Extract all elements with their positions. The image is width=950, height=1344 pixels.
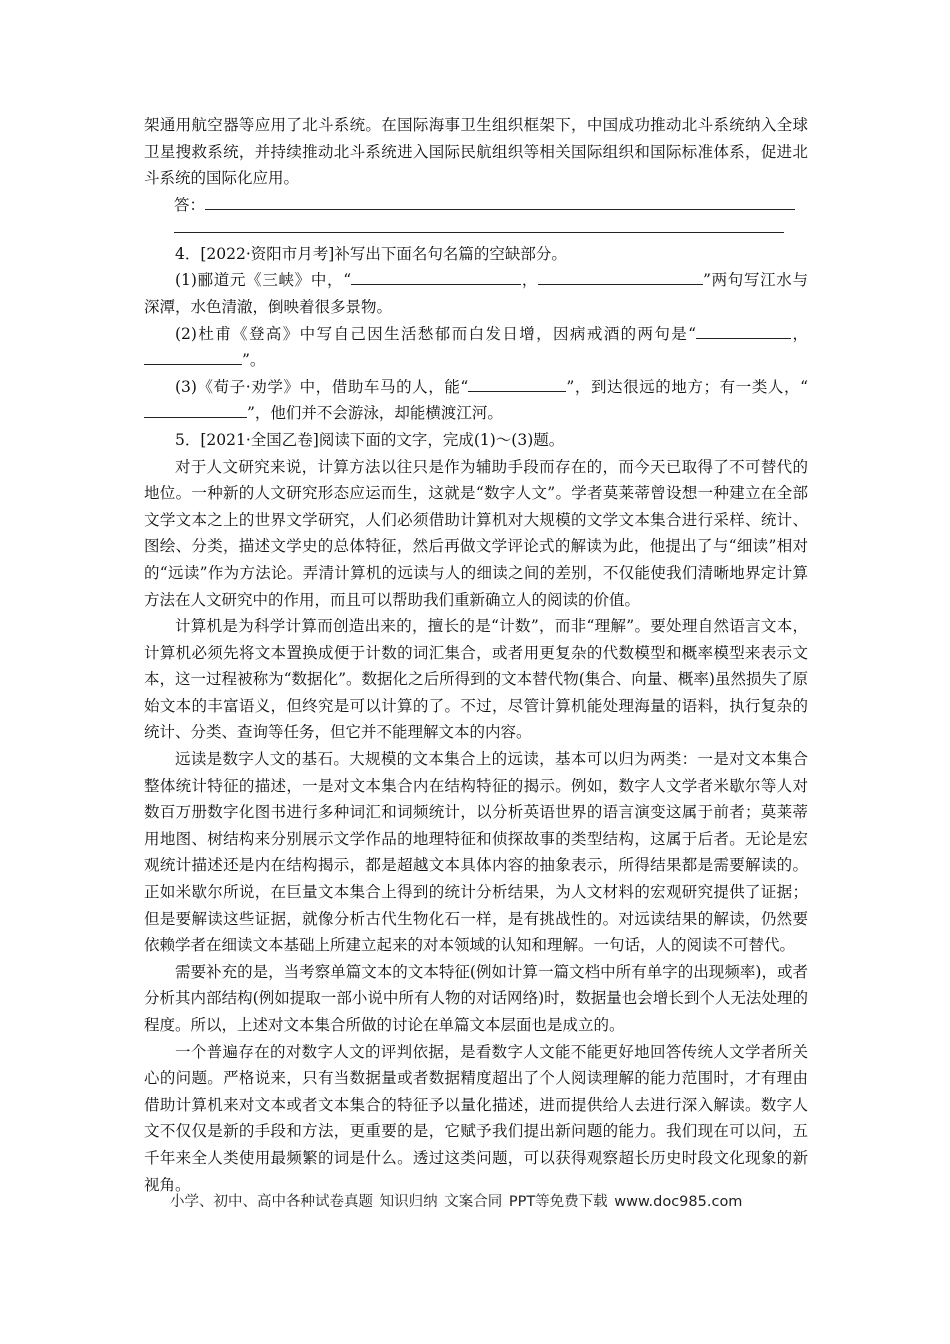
question-4-item-2: (2)杜甫《登高》中写自己因生活愁郁而白发日增，因病戒酒的两句是“ ，”。 [144, 321, 808, 374]
question-4-stem: 4．[2022·资阳市月考]补写出下面名句名篇的空缺部分。 [175, 244, 567, 263]
passage-paragraph-2: 计算机是为科学计算而创造出来的，擅长的是“计数”，而非“理解”。要处理自然语言文本，计算机必须先将文本置换成便于计数的词汇集合，或者用更复杂的代数模型和概率模型来表示文本，这一过程被称为“数据化”。数据化之后所得到的文本替代物(集合、向量、概率)虽然损失了原始文本的丰富语义，但终究是可以计算的了。不过，尽管计算机能处理海量的语料，执行复杂的统计、分类、查询等任务，但它并不能理解文本的内容。 [144, 617, 808, 742]
blank-5[interactable] [468, 376, 566, 392]
blank-3[interactable] [696, 323, 791, 339]
question-5-stem: 5．[2021·全国乙卷]阅读下面的文字，完成(1)～(3)题。 [175, 430, 565, 449]
content-area [144, 112, 808, 1198]
footer-advertisement: 小学、初中、高中各种试卷真题 知识归纳 文案合同 PPT等免费下载 www.doc985.com [170, 1194, 743, 1210]
answer-row [174, 192, 808, 218]
question-4-item-3: (3)《荀子·劝学》中，借助车马的人，能“ ”，到达很远的地方；有一类人，“”，他们并不会游泳，却能横渡江河。 [144, 374, 808, 427]
passage-paragraph-3: 远读是数字人文的基石。大规模的文本集合上的远读，基本可以归为两类：一是对文本集合整体统计特征的描述，一是对文本集合内在结构特征的揭示。例如，数字人文学者米歇尔等人对数百万册数字化图书进行多种词汇和词频统计，以分析英语世界的语言演变这属于前者；莫莱蒂用地图、树结构来分别展示文学作品的地理特征和侦探故事的类型结构，这属于后者。无论是宏观统计描述还是内在结构揭示，都是超越文本具体内容的抽象表示，所得结果都是需要解读的。正如米歇尔所说，在巨量文本集合上得到的统计分析结果，为人文材料的宏观研究提供了证据；但是要解读这些证据，就像分析古代生物化石一样，是有挑战性的。对远读结果的解读，仍然要依赖学者在细读文本基础上所建立起来的对本领域的认知和理解。一句话，人的阅读不可替代。 [144, 750, 808, 955]
passage-paragraph-5: 一个普遍存在的对数字人文的评判依据，是看数字人文能不能更好地回答传统人文学者所关心的问题。严格说来，只有当数据量或者数据精度超出了个人阅读理解的能力范围时，才有理由借助计算机来对文本或者文本集合的特征予以量化描述，进而提供给人去进行深入解读。数字人文不仅仅是新的手段和方法，更重要的是，它赋予我们提出新问题的能力。我们现在可以问，五千年来全人类使用最频繁的词是什么。透过这类问题，可以获得观察超长历史时段文化现象的新视角。 [144, 1042, 808, 1194]
answer-line-2[interactable] [174, 218, 784, 233]
blank-6[interactable] [144, 402, 247, 418]
answer-line-1[interactable] [205, 193, 795, 210]
answer-label: 答： [174, 195, 206, 214]
blank-2[interactable] [538, 269, 703, 285]
passage-paragraph-1: 对于人文研究来说，计算方法以往只是作为辅助手段而存在的，而今天已取得了不可替代的地位。一种新的人文研究形态应运而生，这就是“数字人文”。学者莫莱蒂曾设想一种建立在全部文学文本之上的世界文学研究，人们必须借助计算机对大规模的文学文本集合进行采样、统计、图绘、分类，描述文学史的总体特征，然后再做文学评论式的解读为此，他提出了与“细读”相对的“远读”作为方法论。弄清计算机的远读与人的细读之间的差别，不仅能使我们清晰地界定计算方法在人文研究中的作用，而且可以帮助我们重新确立人的阅读的价值。 [144, 457, 808, 609]
blank-1[interactable] [351, 269, 521, 285]
blank-4[interactable] [144, 349, 242, 365]
question-4-item-1: (1)郦道元《三峡》中，“ ， ”两句写江水与深潭，水色清澈，倒映着很多景物。 [144, 271, 808, 316]
passage-paragraph-4: 需要补充的是，当考察单篇文本的文本特征(例如计算一篇文档中所有单字的出现频率)，或者分析其内部结构(例如提取一部小说中所有人物的对话网络)时，数据量也会增长到个人无法处理的程度。所以，上述对文本集合所做的讨论在单篇文本层面也是成立的。 [144, 962, 808, 1034]
intro-paragraph: 架通用航空器等应用了北斗系统。在国际海事卫生组织框架下，中国成功推动北斗系统纳入全球卫星搜救系统，并持续推动北斗系统进入国际民航组织等相关国际组织和国际标准体系，促进北斗系统的国际化应用。 [144, 116, 808, 188]
